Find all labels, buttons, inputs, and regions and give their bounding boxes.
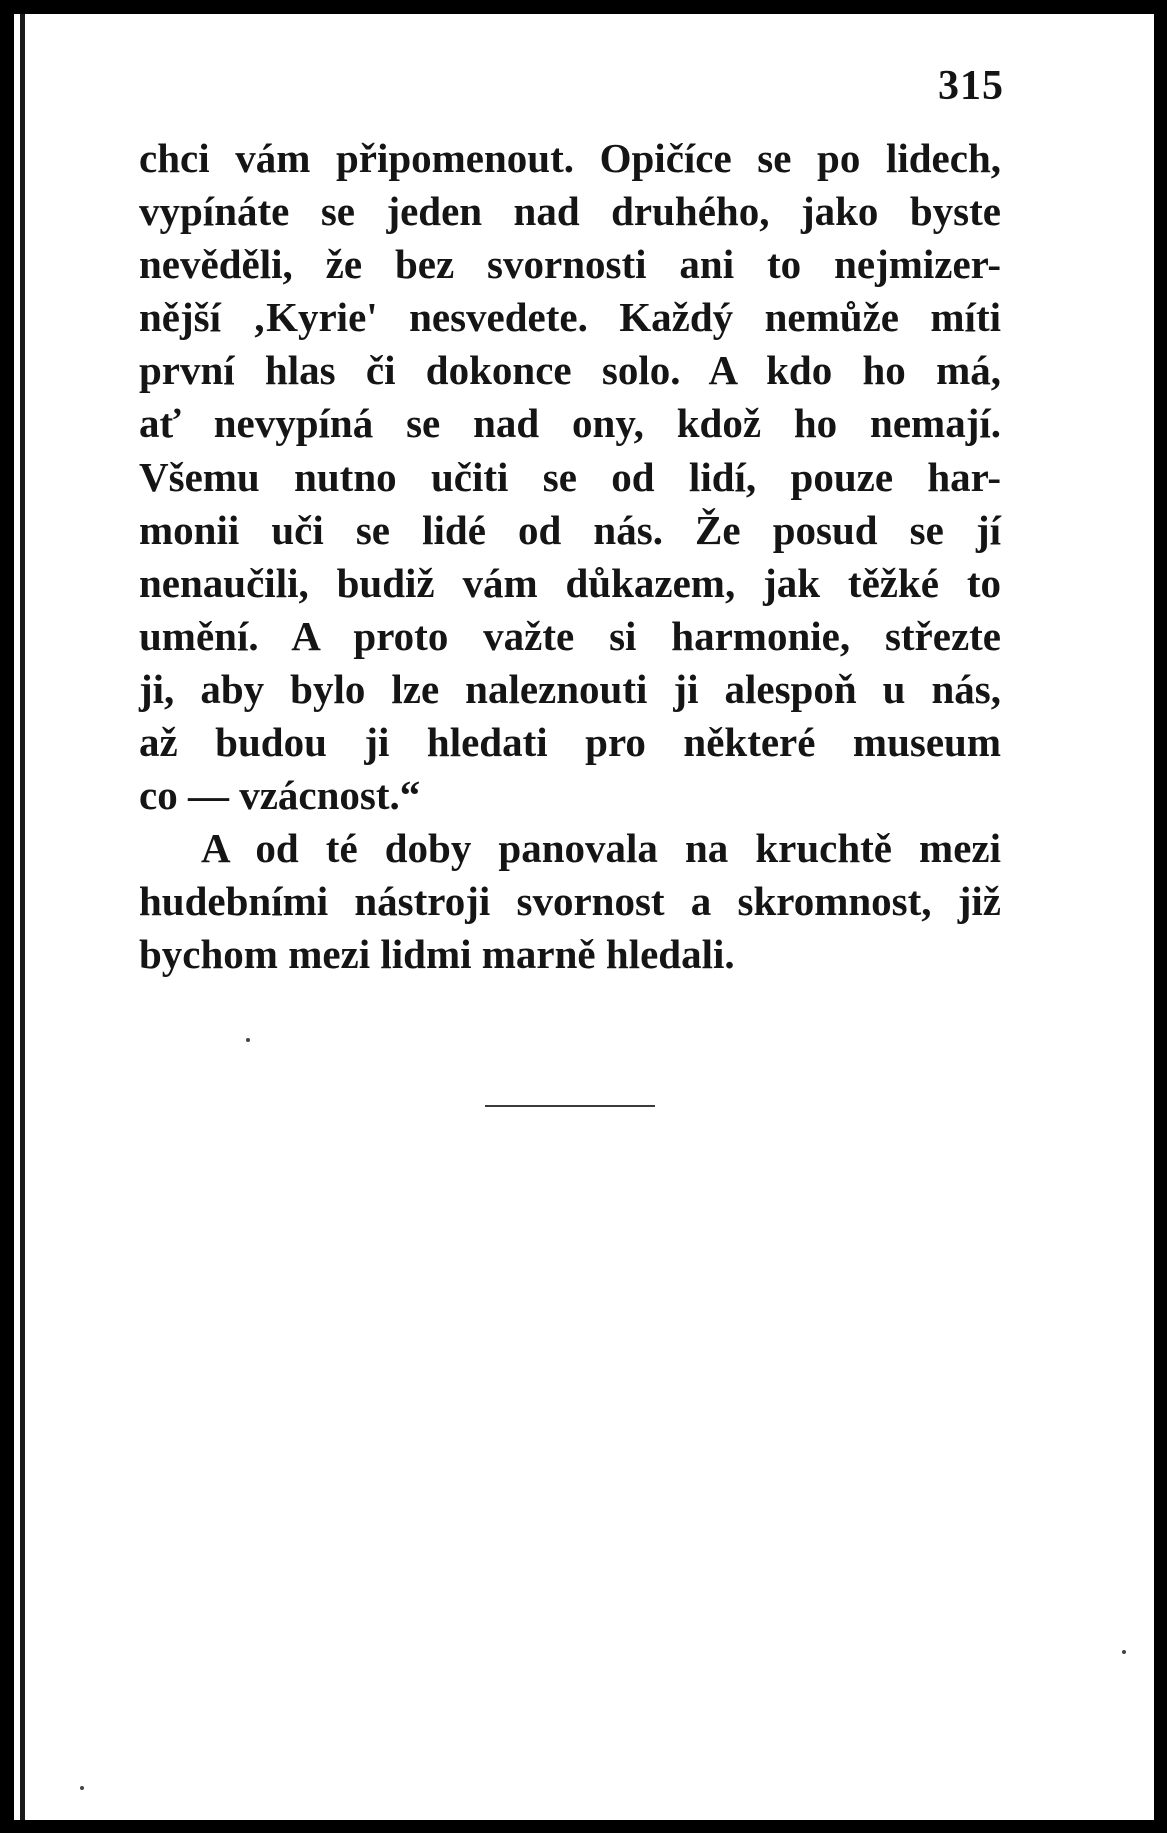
- text-line: umění. A proto važte si harmonie, střezte: [139, 612, 1001, 659]
- text-line: vypínáte se jeden nad druhého, jako byste: [139, 188, 1001, 235]
- text-line: nevěděli, že bez svornosti ani to nejmizer-: [139, 241, 1001, 288]
- text-line: ji, aby bylo lze naleznouti ji alespoň u nás,: [139, 665, 1001, 712]
- text-line: Všemu nutno učiti se od lidí, pouze har-: [139, 453, 1001, 500]
- page-edge-rule: [20, 14, 25, 1820]
- paragraph: [139, 132, 1001, 822]
- text-line: hudebními nástroji svornost a skromnost, již: [139, 878, 1001, 925]
- page-number: 315: [938, 63, 1004, 109]
- text-line: první hlas či dokonce solo. A kdo ho má,: [139, 347, 1001, 394]
- text-line: A od té doby panovala na kruchtě mezi: [201, 825, 1001, 872]
- text-line: nější ‚Kyrie' nesvedete. Každý nemůže míti: [139, 294, 1001, 341]
- text-line: až budou ji hledati pro některé museum: [139, 719, 1001, 766]
- book-page: [14, 14, 1154, 1820]
- text-line: bychom mezi lidmi marně hledali.: [139, 931, 735, 978]
- print-speck: [1122, 1650, 1126, 1654]
- body-text: [139, 132, 1001, 982]
- text-line: nenaučili, budiž vám důkazem, jak těžké to: [139, 559, 1001, 606]
- print-speck: [80, 1786, 84, 1790]
- text-line: monii uči se lidé od nás. Že posud se jí: [139, 506, 1001, 553]
- text-line: chci vám připomenout. Opičíce se po lidech,: [139, 135, 1001, 181]
- print-speck: [246, 1038, 250, 1042]
- text-line: ať nevypíná se nad ony, kdož ho nemají.: [139, 400, 1001, 447]
- paragraph: [139, 822, 1001, 981]
- text-line: co — vzácnost.“: [139, 772, 421, 819]
- end-divider: [485, 1105, 655, 1107]
